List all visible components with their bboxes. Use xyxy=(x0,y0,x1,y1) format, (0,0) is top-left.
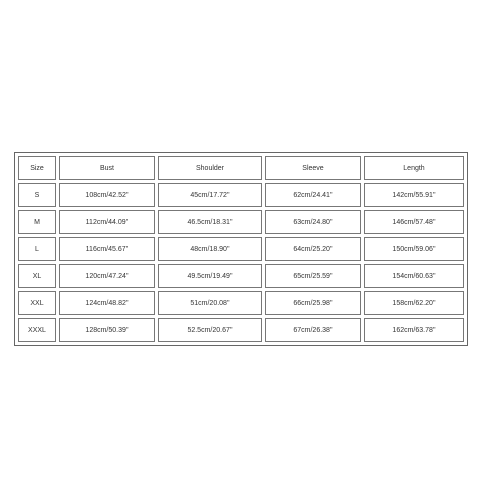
cell-shoulder: 48cm/18.90'' xyxy=(158,237,262,261)
header-length: Length xyxy=(364,156,464,180)
cell-shoulder: 46.5cm/18.31'' xyxy=(158,210,262,234)
size-chart-table xyxy=(14,152,468,346)
cell-bust: 112cm/44.09'' xyxy=(59,210,155,234)
header-bust: Bust xyxy=(59,156,155,180)
cell-length: 162cm/63.78'' xyxy=(364,318,464,342)
cell-sleeve: 65cm/25.59'' xyxy=(265,264,361,288)
cell-bust: 128cm/50.39'' xyxy=(59,318,155,342)
table-row xyxy=(18,237,464,261)
cell-length: 150cm/59.06'' xyxy=(364,237,464,261)
cell-shoulder: 52.5cm/20.67'' xyxy=(158,318,262,342)
header-size: Size xyxy=(18,156,56,180)
cell-sleeve: 64cm/25.20'' xyxy=(265,237,361,261)
cell-bust: 124cm/48.82'' xyxy=(59,291,155,315)
header-shoulder: Shoulder xyxy=(158,156,262,180)
cell-size: XXL xyxy=(18,291,56,315)
cell-bust: 108cm/42.52'' xyxy=(59,183,155,207)
table-row xyxy=(18,264,464,288)
cell-length: 154cm/60.63'' xyxy=(364,264,464,288)
cell-size: XXXL xyxy=(18,318,56,342)
cell-size: XL xyxy=(18,264,56,288)
table-row xyxy=(18,318,464,342)
header-sleeve: Sleeve xyxy=(265,156,361,180)
cell-shoulder: 45cm/17.72'' xyxy=(158,183,262,207)
cell-length: 146cm/57.48'' xyxy=(364,210,464,234)
table-row xyxy=(18,183,464,207)
cell-size: S xyxy=(18,183,56,207)
cell-sleeve: 66cm/25.98'' xyxy=(265,291,361,315)
cell-shoulder: 51cm/20.08'' xyxy=(158,291,262,315)
cell-shoulder: 49.5cm/19.49'' xyxy=(158,264,262,288)
cell-length: 142cm/55.91'' xyxy=(364,183,464,207)
cell-sleeve: 67cm/26.38'' xyxy=(265,318,361,342)
cell-size: M xyxy=(18,210,56,234)
cell-length: 158cm/62.20'' xyxy=(364,291,464,315)
cell-bust: 116cm/45.67'' xyxy=(59,237,155,261)
table-row xyxy=(18,210,464,234)
cell-sleeve: 62cm/24.41'' xyxy=(265,183,361,207)
table-row xyxy=(18,291,464,315)
table-header-row xyxy=(18,156,464,180)
cell-sleeve: 63cm/24.80'' xyxy=(265,210,361,234)
cell-size: L xyxy=(18,237,56,261)
cell-bust: 120cm/47.24'' xyxy=(59,264,155,288)
